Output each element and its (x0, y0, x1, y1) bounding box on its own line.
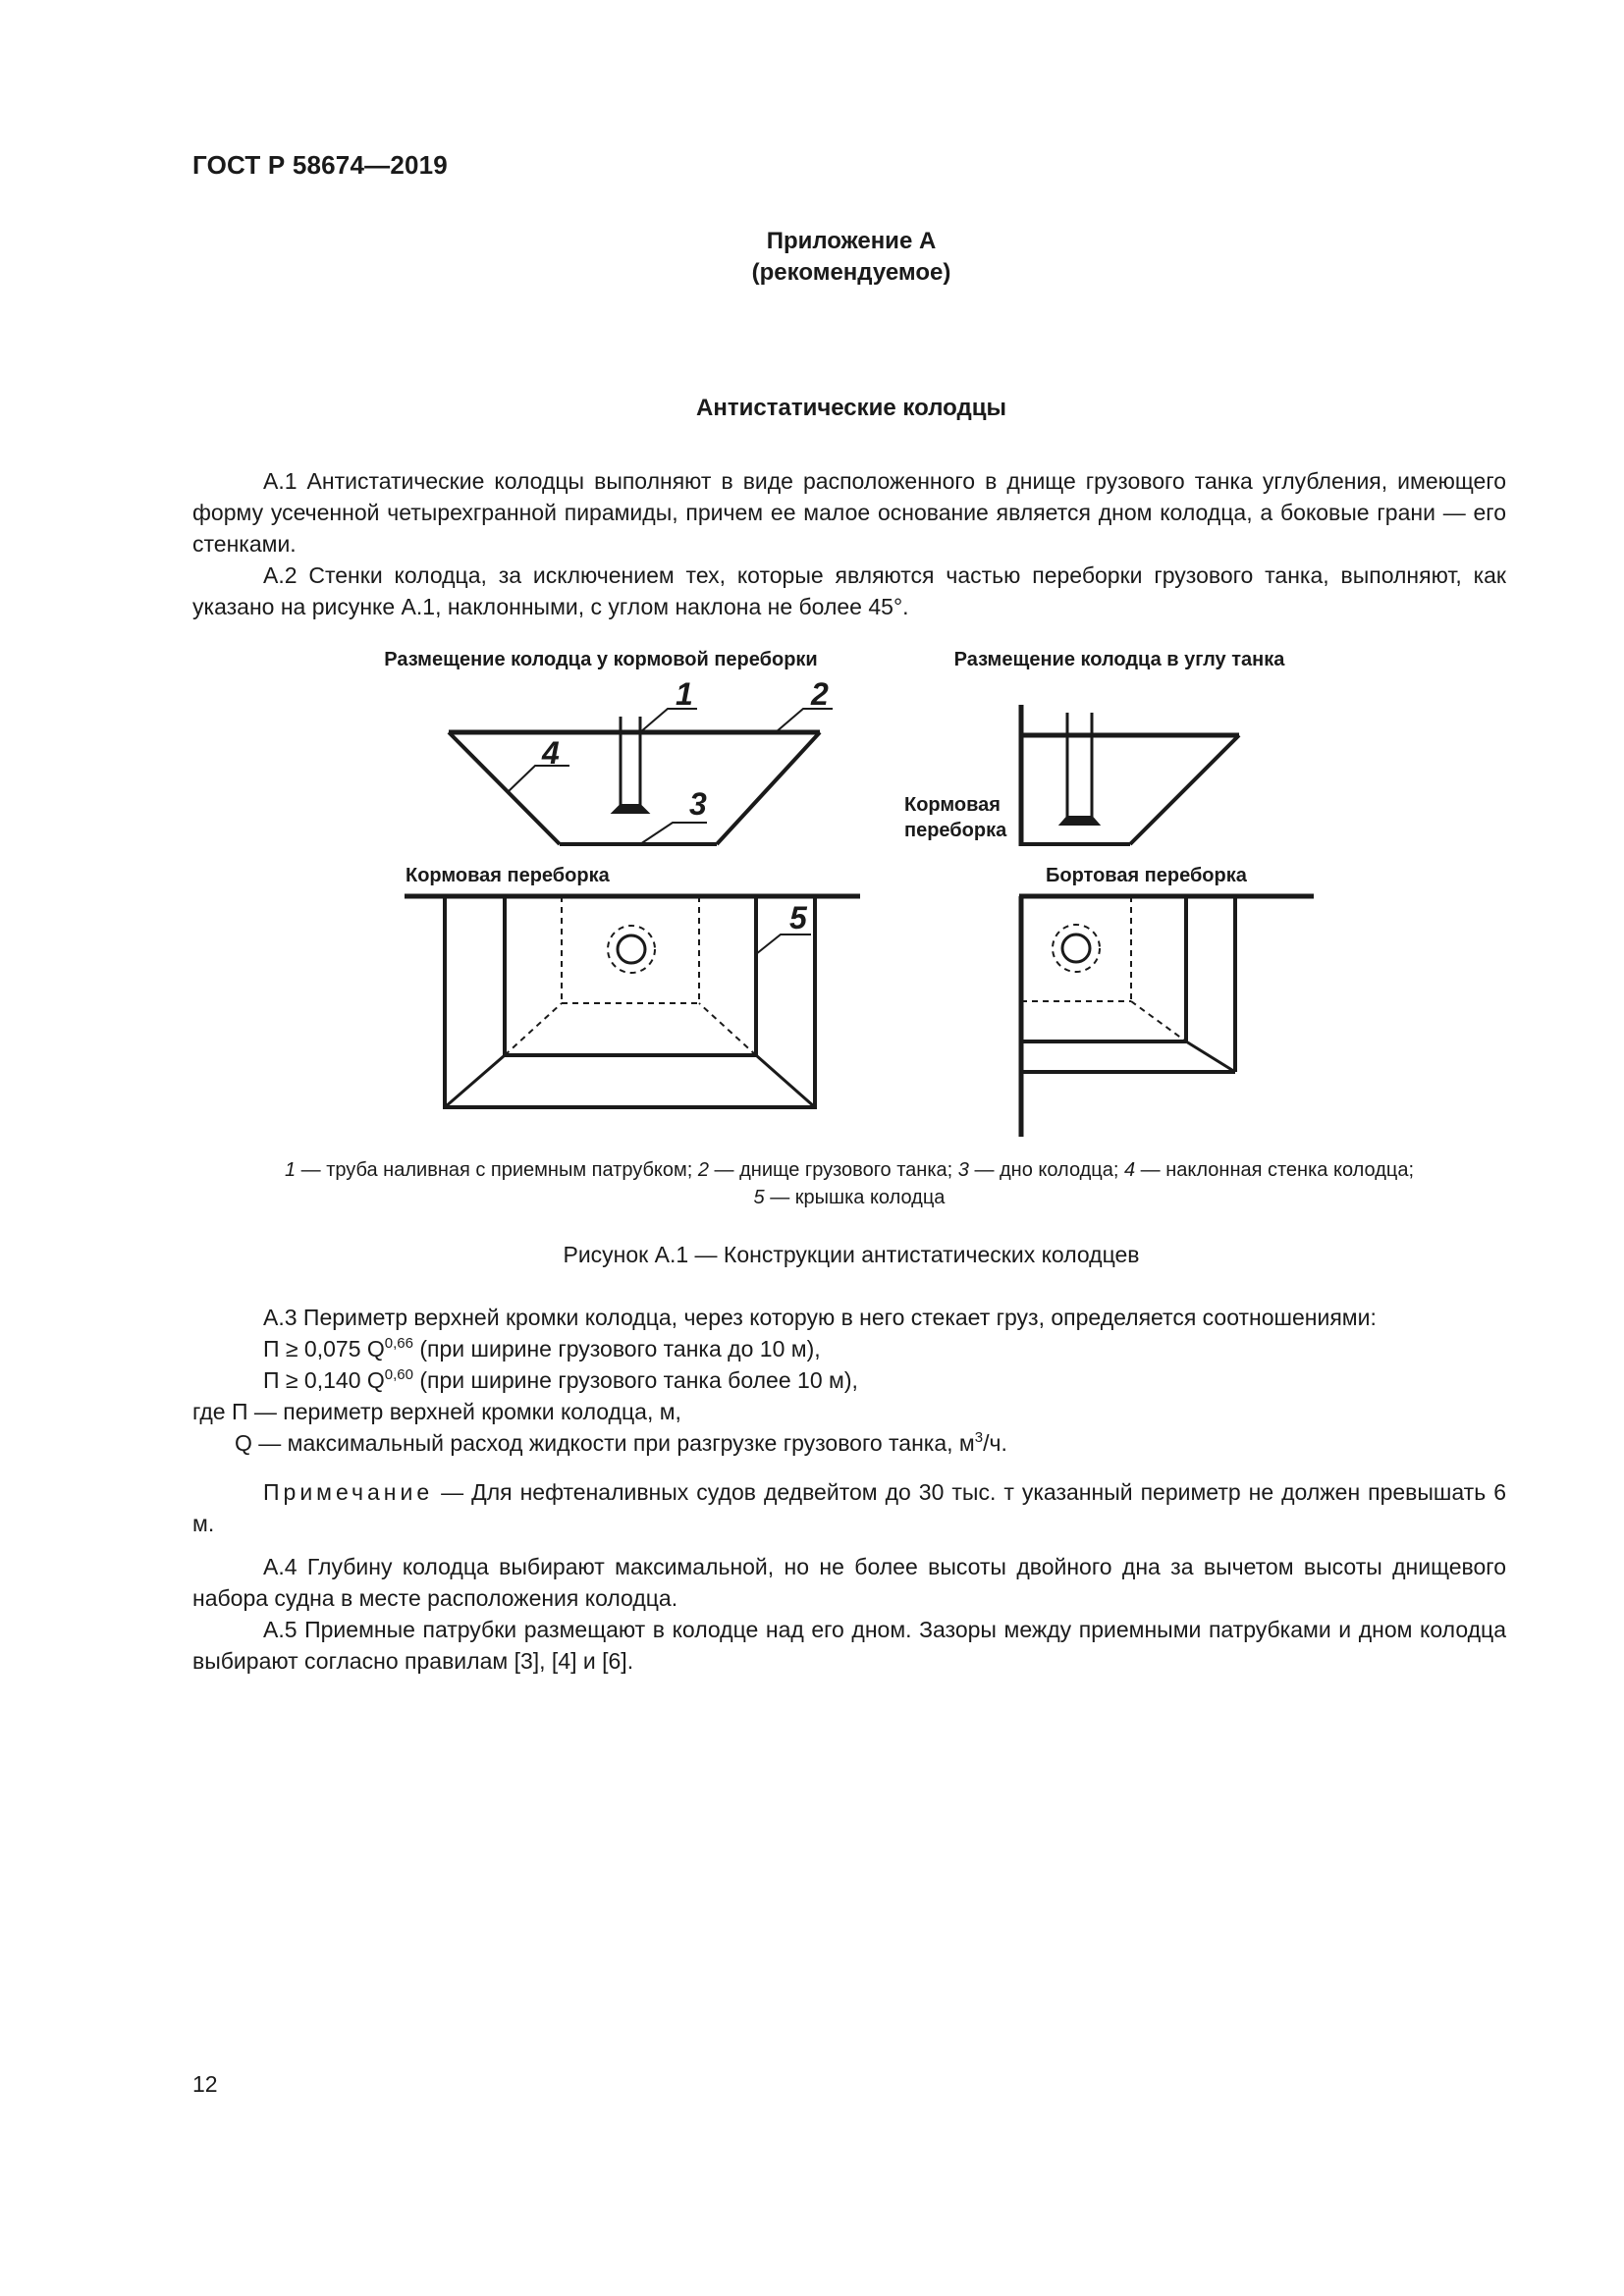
plan-corner-diag (1186, 1041, 1235, 1072)
right-view-title: Размещение колодца в углу танка (953, 649, 1285, 670)
leader-1 (640, 709, 697, 732)
legend-line-1: 1 — труба наливная с приемным патрубком; 2 — днище грузового танка; 3 — дно колодца; 4 — наклонная стенка колодца; (284, 1159, 1415, 1181)
pipe-nozzle (613, 805, 648, 813)
plan-diag-right (756, 1055, 815, 1107)
hidden-slope-right (699, 1003, 756, 1055)
paragraph-a2: А.2 Стенки колодца, за исключением тех, которые являются частью переборки грузового танка, выполняют, как указано на рисунке А.1, наклонными, с углом наклона не более 45°. (192, 562, 1506, 619)
plan-diag-left (445, 1055, 505, 1107)
left-view-title: Размещение колодца у кормовой переборки (384, 649, 818, 670)
left-plan-label: Кормовая переборка (406, 865, 610, 886)
paragraph-a4: А.4 Глубину колодца выбирают максимальной, но не более высоты двойного дна за вычетом высоты днищевого набора судна в месте расположения колодца. (192, 1554, 1506, 1611)
right-plan-label: Бортовая переборка (1046, 865, 1247, 886)
figure-caption: Рисунок А.1 — Конструкции антистатических колодцев (563, 1242, 1140, 1267)
right-plan-view (1019, 896, 1314, 1137)
where-q: Q — максимальный расход жидкости при разгрузке грузового танка, $м^3/ч$. (235, 1429, 1007, 1456)
marker-1: 1 (676, 676, 693, 712)
section-heading: Антистатические колодцы (696, 395, 1006, 421)
leader-4 (509, 766, 569, 791)
pipe-nozzle-right (1060, 817, 1099, 825)
leader-2 (776, 709, 833, 732)
appendix-title: Приложение А (766, 228, 937, 254)
note-text: — Для нефтеналивных судов дедвейтом до 30 тыс. т указанный периметр не должен превышать 6 м. (192, 1479, 1506, 1536)
leader-3 (640, 823, 707, 844)
formula-1: П ≥ 0,075 Q$^{0,66}$ (при ширине грузового танка до 10 м), (263, 1335, 821, 1362)
pipe-circle-right (1062, 934, 1090, 962)
appendix-kind: (рекомендуемое) (751, 259, 951, 286)
pipe-cover-ring (608, 926, 655, 973)
leader-5 (756, 934, 811, 954)
marker-2: 2 (811, 676, 829, 712)
sloped-wall-right-view (1130, 735, 1239, 844)
sloped-wall-right (717, 732, 820, 844)
paragraph-a1: А.1 Антистатические колодцы выполняют в виде расположенного в днище грузового танка углубления, имеющего форму усеченной четырехгранной пирамиды, причем ее малое основание является дном колодца, а боковые грани — его стенками. (192, 468, 1506, 557)
marker-3: 3 (689, 786, 707, 822)
side-label-line1: Кормовая (904, 794, 1001, 816)
pipe-cover-ring-right (1053, 925, 1100, 972)
paragraph-a5: А.5 Приемные патрубки размещают в колодце над его дном. Зазоры между приемными патрубками и дном колодца выбирают согласно правилам [3], [4] и [6]. (192, 1617, 1506, 1674)
paragraph-a3: А.3 Периметр верхней кромки колодца, через которую в него стекает груз, определяется соотношениями: (263, 1305, 1377, 1330)
figure-legend (192, 1156, 1506, 1211)
hidden-corner-slope (1131, 1001, 1186, 1041)
where-p: где П — периметр верхней кромки колодца, м, (192, 1399, 681, 1424)
note (192, 1476, 1506, 1539)
left-section-view (449, 709, 833, 844)
document-code: ГОСТ Р 58674—2019 (192, 150, 448, 180)
note-label: Примечание (263, 1479, 434, 1505)
formula-2: П ≥ 0,140 Q$^{0,60}$ (при ширине грузового танка более 10 м), (263, 1366, 858, 1393)
pipe-circle (618, 935, 645, 963)
page-number: 12 (192, 2071, 218, 2097)
marker-4: 4 (542, 735, 560, 771)
hidden-slope-left (505, 1003, 562, 1055)
marker-5: 5 (789, 900, 807, 935)
right-section-view (1021, 705, 1239, 846)
well-inner-edge (505, 896, 756, 1055)
side-label-line2: переборка (904, 820, 1007, 841)
legend-line-2: 5 — крышка колодца (753, 1187, 946, 1208)
well-outer-edge (445, 896, 815, 1107)
